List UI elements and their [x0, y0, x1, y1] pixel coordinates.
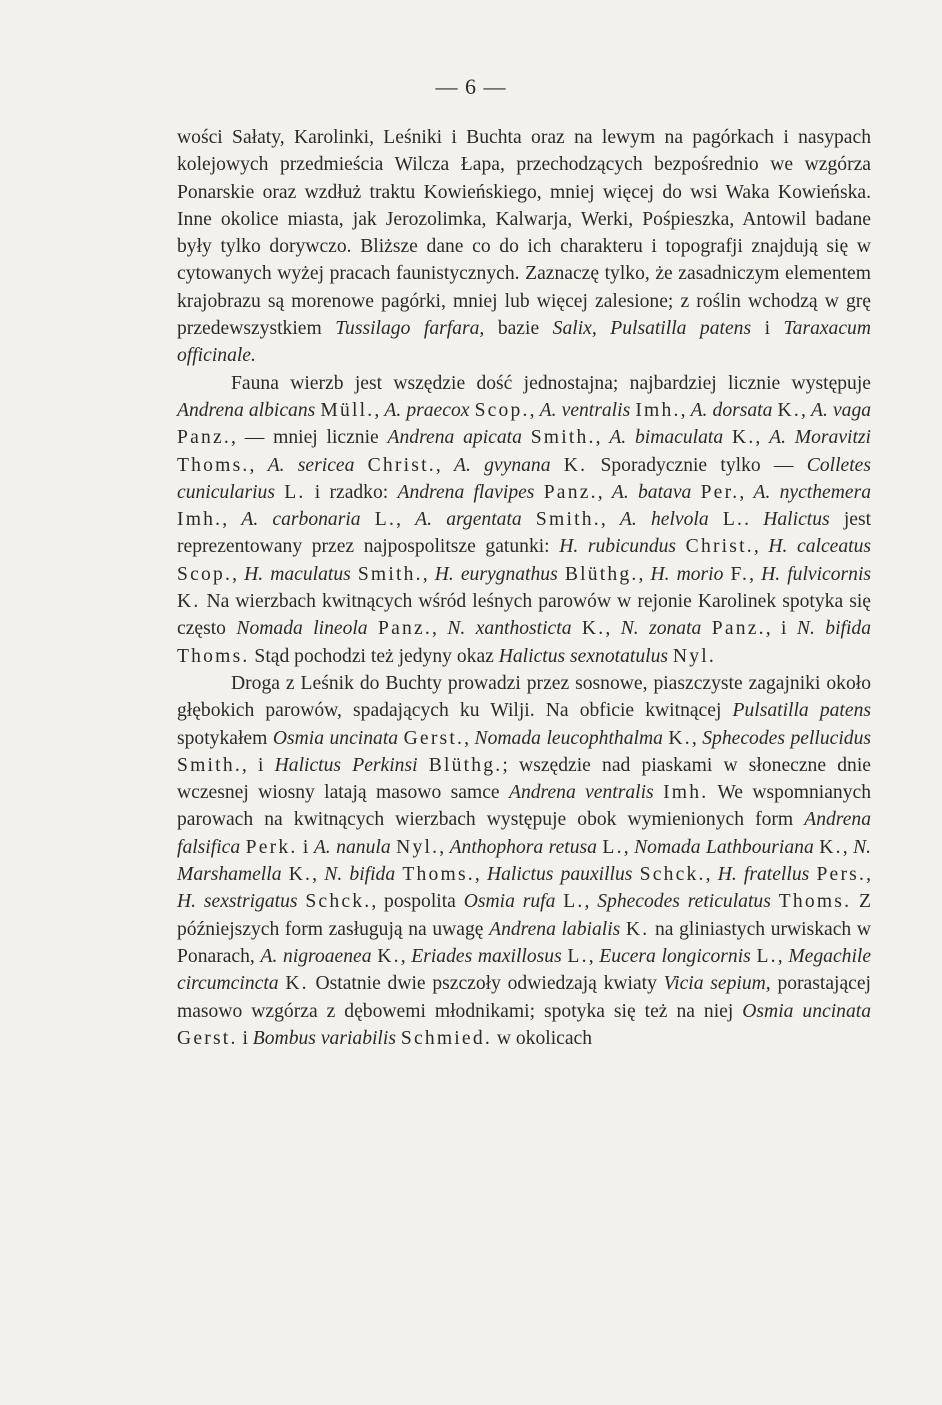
- text-run: ; wszędzie nad piaskami w słoneczne dnie wczesnej wiosny latają masowo samce: [177, 754, 871, 804]
- text-run: ,: [464, 727, 475, 749]
- text-run: jest reprezentowany przez najpospolitsze gatunki:: [177, 509, 872, 558]
- author-name: L.: [602, 836, 624, 858]
- author-name: Müll.: [320, 399, 375, 421]
- text-run: , pospolita: [371, 891, 464, 913]
- species-name: H. fulvicornis: [761, 563, 872, 585]
- species-name: N. zonata: [620, 618, 702, 640]
- species-name: Halictus pauxillus: [486, 864, 633, 886]
- author-name: Thoms.: [778, 891, 852, 913]
- text-run: ,: [866, 864, 872, 886]
- species-name: Osmia uncinata: [742, 1000, 871, 1022]
- species-name: N. bifida: [324, 864, 396, 886]
- text-run: bazie: [484, 318, 553, 340]
- species-name: Taraxacum officinale.: [177, 318, 872, 367]
- species-name: H. morio: [650, 563, 724, 585]
- species-name: Anthophora retusa: [449, 836, 597, 858]
- text-run: ,: [595, 427, 610, 449]
- text-run: ,: [588, 945, 600, 967]
- text-run: [534, 482, 543, 503]
- paragraph-p2: [177, 370, 871, 670]
- species-name: Osmia uncinata: [272, 727, 399, 749]
- species-name: N. xanthosticta: [447, 618, 572, 640]
- text-run: wości Sałaty, Karolinki, Leśniki i Buchta oraz na lewym na pagórkach i nasypach kolejowych przedmieścia Wilcza Łapa, przechodzących bezpośrednio we wzgórza Ponarskie oraz wzdłuż traktu Kowieńskiego, mniej więcej do wsi Waka Kowieńska. Inne okolice miasta, jak Jerozolimka, Kalwarja, Werki, Pośpieszka, Antowil badane były tylko dorywczo. Bliższe dane co do ich charakteru i topografji znajdują się w cytowanych wyżej pracach faunistycznych. Zaznaczę tylko, że zasadniczym elementem krajobrazu są morenowe pagórki, mniej lub więcej zalesione; z roślin wchodzą w grę przedewszystkiem: [177, 127, 871, 340]
- author-name: Imh.: [663, 782, 709, 804]
- author-name: K.: [731, 427, 756, 449]
- text-run: [709, 509, 723, 530]
- paragraph-p3: [177, 670, 871, 1052]
- author-name: K.: [819, 836, 843, 858]
- text-run: ,: [439, 836, 450, 858]
- species-name: A. helvola: [619, 509, 709, 531]
- author-name: F.: [730, 563, 750, 585]
- author-name: Gerst.: [403, 727, 465, 749]
- species-name: Andrena albicans: [177, 399, 316, 421]
- species-name: A. nycthemera: [753, 481, 872, 503]
- text-run: ,: [249, 454, 268, 476]
- species-name: Bombus variabilis: [252, 1027, 396, 1049]
- body-text: [177, 124, 871, 1052]
- text-run: i: [297, 836, 314, 858]
- text-run: porastającej masowo wzgórza z dębowemi młodnikami; spotyka się też na niej: [177, 973, 871, 1022]
- species-name: A. Moravitzi: [769, 427, 871, 449]
- text-run: ,: [529, 399, 540, 421]
- text-run: [418, 755, 429, 776]
- species-name: Tussilago farfara,: [335, 318, 485, 340]
- species-name: A. bimaculata: [609, 427, 724, 449]
- species-name: A. praecox: [384, 399, 470, 421]
- text-run: ,: [749, 563, 762, 585]
- text-run: ,: [396, 509, 416, 531]
- species-name: Halictus: [763, 509, 830, 531]
- text-run: i: [751, 318, 784, 340]
- author-name: K.: [563, 454, 588, 476]
- author-name: Nyl.: [672, 645, 716, 667]
- species-name: A. nigroaenea: [260, 945, 372, 967]
- species-name: H. maculatus: [244, 563, 351, 585]
- author-name: Imh.: [177, 509, 223, 531]
- author-name: L.: [756, 945, 778, 967]
- species-name: A. nanula: [313, 836, 391, 858]
- text-run: ,: [435, 454, 455, 476]
- text-run: [572, 618, 582, 639]
- species-name: Sphecodes reticulatus: [597, 891, 771, 913]
- text-run: [551, 455, 564, 476]
- text-run: ,: [400, 945, 412, 967]
- species-name: A. vaga: [811, 399, 872, 421]
- species-name: Eucera longicornis: [599, 945, 751, 967]
- author-name: Schck.: [305, 891, 372, 913]
- author-name: L.: [722, 509, 745, 531]
- text-run: ,: [584, 891, 598, 913]
- author-name: K.: [777, 399, 801, 421]
- text-run: .: [744, 509, 764, 531]
- paragraph-p1: [177, 124, 871, 370]
- text-run: ,: [222, 509, 242, 531]
- text-run: , i: [241, 754, 275, 776]
- species-name: Salix, Pulsatilla patens: [552, 318, 752, 340]
- species-name: H. calceatus: [768, 536, 872, 558]
- species-name: H. rubicundus: [559, 536, 677, 558]
- text-run: [654, 782, 663, 803]
- text-run: ,: [432, 618, 448, 640]
- text-run: [361, 509, 375, 530]
- author-name: K.: [625, 918, 650, 940]
- author-name: K.: [668, 727, 692, 749]
- author-name: Thoms.: [402, 864, 475, 886]
- text-run: ,: [623, 836, 635, 858]
- species-name: Andrena apicata: [387, 427, 522, 449]
- author-name: K.: [177, 591, 201, 613]
- text-run: spotykałem: [177, 727, 273, 749]
- text-run: ,: [705, 864, 718, 886]
- species-name: Vicia sepium,: [663, 973, 771, 995]
- species-name: Colletes cunicularius: [177, 454, 871, 503]
- text-run: Droga z Leśnik do Buchty prowadzi przez sosnowe, piaszczyste zagajniki około głębokich parowów, spadających ku Wilji. Na obficie kwitnącej: [177, 672, 871, 722]
- text-run: [522, 509, 536, 530]
- species-name: Nomada leucophthalma: [474, 727, 663, 749]
- species-name: A. batava: [611, 481, 692, 503]
- species-name: Andrena labialis: [489, 918, 621, 940]
- species-name: Osmia rufa: [463, 891, 556, 913]
- text-run: Fauna wierzb jest wszędzie dość jednostajna; najbardziej licznie występuje: [231, 372, 871, 394]
- author-name: Panz.: [711, 618, 766, 640]
- text-run: [351, 564, 358, 585]
- species-name: Halictus Perkinsi: [274, 754, 418, 776]
- author-name: K.: [581, 618, 606, 640]
- species-name: A. gvynana: [454, 454, 551, 476]
- text-run: i rzadko:: [305, 481, 398, 503]
- text-run: na gliniastych urwiskach w Ponarach,: [177, 918, 871, 967]
- author-name: K.: [288, 864, 313, 886]
- text-run: i: [237, 1027, 253, 1049]
- text-run: [691, 482, 700, 503]
- species-name: Andrena falsifica: [177, 809, 871, 858]
- species-name: Halictus sexnotatulus: [498, 645, 668, 667]
- author-name: Imh.: [635, 399, 681, 421]
- author-name: L.: [563, 891, 585, 913]
- author-name: Smith.: [177, 754, 242, 776]
- text-run: ,: [422, 563, 435, 585]
- species-name: N. Marshamella: [177, 836, 872, 886]
- text-run: ,: [777, 945, 789, 967]
- species-name: A. carbonaria: [241, 509, 361, 531]
- text-run: Ostatnie dwie pszczoły odwiedzają kwiaty: [308, 973, 664, 995]
- text-run: [632, 864, 639, 885]
- text-run: [522, 427, 531, 448]
- text-run: [701, 618, 711, 639]
- species-name: Sphecodes pellucidus: [702, 727, 871, 749]
- species-name: H. sexstrigatus: [177, 891, 298, 913]
- text-run: ,: [753, 536, 769, 558]
- species-name: Nomada Lathbouriana: [634, 836, 814, 858]
- text-run: ,: [680, 399, 691, 421]
- author-name: Scop.: [474, 399, 530, 421]
- text-run: w okolicach: [491, 1027, 593, 1049]
- text-run: ,: [739, 481, 754, 503]
- species-name: Eriades maxillosus: [411, 945, 562, 967]
- author-name: Panz.: [543, 481, 598, 503]
- text-run: ,: [691, 727, 703, 749]
- species-name: A. sericea: [267, 454, 355, 476]
- text-run: ,: [605, 618, 621, 640]
- text-run: Z późniejszych form zasługują na uwagę: [177, 891, 871, 940]
- text-run: , — mniej licznie: [231, 427, 388, 449]
- text-run: ,: [801, 399, 811, 421]
- author-name: Smith.: [357, 563, 423, 585]
- author-name: Smith.: [535, 509, 601, 531]
- author-name: Schmied.: [400, 1027, 492, 1049]
- author-name: Christ.: [367, 454, 436, 476]
- text-run: [282, 864, 289, 885]
- species-name: Pulsatilla patens: [732, 700, 871, 722]
- text-run: Na wierzbach kwitnących wśród leśnych parowów w rejonie Karolinek spotyka się często: [177, 591, 871, 640]
- author-name: Schck.: [639, 864, 706, 886]
- text-run: [275, 482, 284, 503]
- author-name: L.: [567, 945, 589, 967]
- author-name: L.: [284, 481, 306, 503]
- species-name: A. dorsata: [690, 399, 773, 421]
- author-name: Blüthg.: [564, 563, 639, 585]
- species-name: H. fratellus: [717, 864, 810, 886]
- text-run: ,: [374, 399, 385, 421]
- author-name: Perk.: [245, 836, 298, 858]
- text-run: ,: [842, 836, 854, 858]
- author-name: L.: [374, 509, 397, 531]
- text-run: , i: [765, 618, 797, 640]
- author-name: Smith.: [530, 427, 596, 449]
- page-number: — 6 —: [435, 74, 507, 99]
- text-run: [771, 891, 779, 912]
- species-name: A. argentata: [415, 509, 522, 531]
- text-run: Sporadycznie tylko —: [587, 454, 807, 476]
- author-name: Gerst.: [177, 1027, 238, 1049]
- text-run: [368, 618, 378, 639]
- text-run: ,: [600, 509, 620, 531]
- author-name: K.: [285, 973, 309, 995]
- text-run: [723, 427, 732, 448]
- text-run: ,: [755, 427, 770, 449]
- text-run: ,: [597, 481, 612, 503]
- author-name: K.: [377, 945, 401, 967]
- author-name: Per.: [700, 481, 740, 503]
- species-name: Megachile circumcincta: [177, 945, 872, 995]
- species-name: Nomada lineola: [236, 618, 368, 640]
- author-name: Nyl.: [396, 836, 440, 858]
- text-run: ,: [232, 563, 245, 585]
- author-name: Blüthg.: [428, 754, 503, 776]
- text-run: ,: [474, 864, 487, 886]
- species-name: H. eurygnathus: [434, 563, 558, 585]
- author-name: Thoms.: [177, 645, 250, 667]
- text-run: [354, 455, 367, 476]
- text-run: ,: [638, 563, 651, 585]
- author-name: Pers.: [816, 864, 867, 886]
- species-name: N. bifida: [796, 618, 872, 640]
- author-name: Christ.: [685, 536, 754, 558]
- species-name: Andrena flavipes: [397, 481, 535, 503]
- text-run: [676, 536, 686, 557]
- author-name: Thoms.: [177, 454, 250, 476]
- author-name: Panz.: [378, 618, 433, 640]
- species-name: A. ventralis: [539, 399, 631, 421]
- species-name: Andrena ventralis: [508, 782, 654, 804]
- author-name: Scop.: [177, 563, 233, 585]
- author-name: Panz.: [177, 427, 231, 449]
- text-run: [558, 564, 565, 585]
- text-run: We wspomnianych parowach na kwitnących wierzbach występuje obok wymienionych form: [177, 782, 871, 831]
- text-run: ,: [312, 864, 325, 886]
- text-run: Stąd pochodzi też jedyny okaz: [249, 645, 499, 667]
